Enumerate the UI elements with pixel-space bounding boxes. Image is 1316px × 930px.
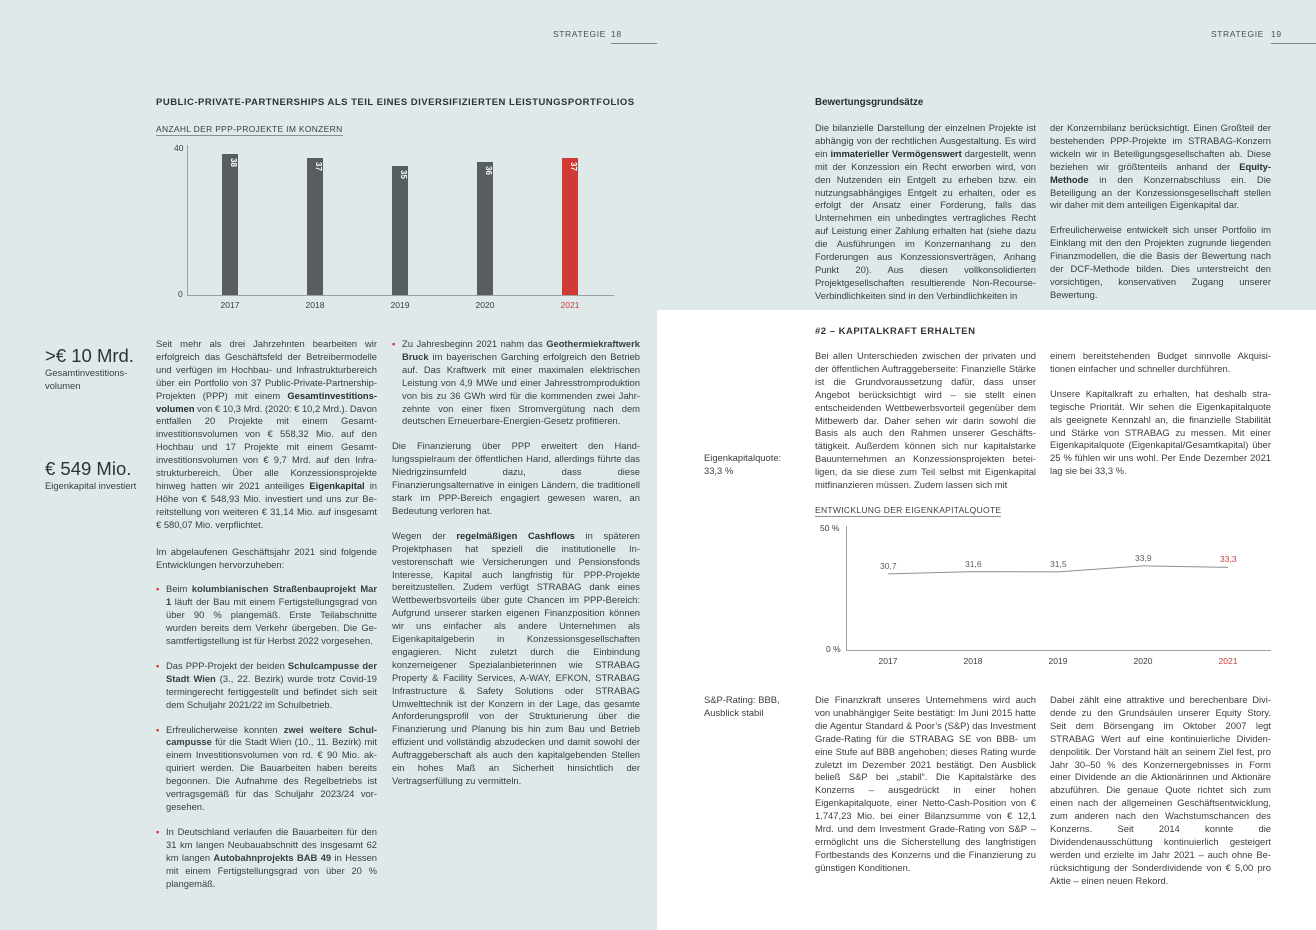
x-axis bbox=[187, 295, 614, 296]
side-label-line: 33,3 % bbox=[704, 464, 734, 476]
right-page-header bbox=[1211, 29, 1316, 47]
lead-paragraph: Im abgelaufenen Geschäftsjahr 2021 sind folgende Entwicklungen hervorzuheben: bbox=[156, 545, 377, 570]
bar-2018 bbox=[307, 158, 323, 295]
page-number: 18 bbox=[611, 29, 622, 39]
rating-paragraph: Die Finanzkraft unseres Unternehmens wird auch von unabhängiger Seite bestätigt: Im Juni 2015 hatte die Agentur Standard & Poor’s (S&P) das Investment Grade-Rating für die STRABAG SE von BBB- um eine Stufe auf BBB angehoben; dieses Rating wurde zuletzt im Dezember 2021 bestätigt. Den Ausblick beließ S&P bei „stabil“. Die Kapitalstärke des Konzerns – ausgedrückt in einer hohen Eigenkapitalquote, einer Netto-Cash-Position von € 1.747,23 Mio. bei einer Bilanzsumme von € 12,1 Mrd. und dem Investment Grade-Rating von S&P – ermöglicht uns die Sicherstellung des langfristigen Fortbestands des Konzerns und die Finanzierung zu günstigen Konditionen. bbox=[815, 694, 1036, 873]
side-label-line: S&P-Rating: BBB, bbox=[704, 694, 780, 705]
bold-text: Equity-Methode bbox=[1050, 160, 1271, 185]
text-run: der Konzernbilanz berücksichtigt. Einen Großteil der bestehenden PPP-Projekte im STRABAG-Konzern wickeln wir in Beteiligungsgesellschaften ab. Diese beziehen wir größtenteils anhand der bbox=[1050, 122, 1271, 172]
chart-title: ENTWICKLUNG DER EIGENKAPITALQUOTE bbox=[815, 505, 1002, 515]
x-tick-label: 2021 bbox=[560, 300, 580, 310]
bold-text: zwei weitere Schulcampusse bbox=[166, 723, 377, 748]
bar-value-label: 36 bbox=[484, 165, 493, 175]
kpi-label: Gesamtinvestitions- bbox=[45, 367, 128, 378]
list-item bbox=[392, 338, 640, 428]
left-page-header bbox=[553, 29, 657, 47]
text-run: (3., 22. Bezirk) wurde trotz Covid-19 termingerecht fertiggestellt und befindet sich seit dem Schuljahr 2021/22 im Schulbetrieb. bbox=[166, 672, 377, 710]
y-axis bbox=[187, 145, 188, 295]
kpi-investment-volume bbox=[45, 345, 145, 392]
valuation-heading: Bewertungsgrundsätze bbox=[815, 97, 924, 108]
financing-paragraph: Die Finanzierung über PPP erweitert den Handlungsspielraum der öffentlichen Hand, allerdings führte das Niedrigzinsumfeld dazu, dass diese Finanzierungsalternative in einigen Ländern, die traditionell stark im PPP-Bereich engagiert gewesen waren, an Bedeutung verloren hat. bbox=[392, 440, 640, 516]
intro-paragraph bbox=[156, 338, 377, 532]
kpi-value: >€ 10 Mrd. bbox=[45, 345, 134, 366]
equity-ratio-line-chart bbox=[810, 520, 1300, 670]
text-run: Das PPP-Projekt der beiden bbox=[166, 659, 288, 671]
capital-column-2 bbox=[1050, 350, 1271, 478]
x-tick-label: 2021 bbox=[1218, 656, 1238, 666]
bar-value-label: 37 bbox=[314, 162, 323, 171]
text-run: In Deutschland verlaufen die Bauarbeiten für den 31 km langen Neubauabschnitt des insgesamt 62 km langen bbox=[166, 825, 377, 863]
text-run: von € 10,3 Mrd. (2020: € 10,2 Mrd.). Davon entfallen 20 Projekte mit einem Gesamtinvestitionsvolumen von € 558,32 Mio. auf den Hochbau und 17 Projekte mit einem Gesamtinvestitionsvolumen von € 9,7 Mrd. auf den Infrastrukturbereich. Über alle Konzessionsprojekte hinweg hatten wir 2021 anteiliges bbox=[156, 402, 377, 491]
developments-list bbox=[156, 583, 377, 890]
bold-text: immaterieller Vermögenswert bbox=[830, 147, 962, 159]
text-run: im bayerischen Garching erfolgreich den Betrieb auf. Das Kraftwerk mit einer maximalen elektrischen Leistung von 4,9 MWe und einer Jahresstromproduktion von bis zu 36 GWh wird für die kommenden zwei Jahrzehnte von einer fixen Stromvergütung nach dem deutschen Erneuerbare-Energien-Gesetz profitieren. bbox=[402, 350, 640, 427]
valuation-paragraph bbox=[815, 122, 1036, 303]
bold-text: Eigenkapital bbox=[309, 479, 365, 491]
list-item bbox=[156, 583, 377, 648]
text-run: läuft der Bau mit einem Fertigstellungsgrad von über 90 % plangemäß. Erste Teilabschnitte wurden bereits dem Verkehr übergeben. Die Gesamtfertigstellung ist für Herbst 2022 vorgesehen. bbox=[166, 596, 377, 647]
ppp-projects-bar-chart bbox=[150, 140, 650, 315]
bar-2019 bbox=[392, 166, 408, 296]
list-item bbox=[156, 826, 377, 891]
chart-title: ANZAHL DER PPP-PROJEKTE IM KONZERN bbox=[156, 124, 343, 134]
text-run: in Höhe von € 548,93 Mio. investiert und uns zur Bereitstellung von weiteren € 31,14 Mio. auf insgesamt € 580,07 Mio. verpflichtet. bbox=[156, 479, 377, 530]
y-tick-zero: 0 % bbox=[826, 644, 841, 654]
x-tick-label: 2018 bbox=[305, 300, 325, 310]
bar-2017 bbox=[222, 154, 238, 295]
kpi-label: volumen bbox=[45, 379, 81, 391]
bar-2020 bbox=[477, 162, 493, 295]
left-column-2 bbox=[392, 338, 640, 788]
geothermal-list bbox=[392, 338, 640, 428]
x-tick-label: 2019 bbox=[390, 300, 410, 310]
bold-text: Autobahnprojekts BAB 49 bbox=[213, 851, 332, 863]
y-tick-zero: 0 bbox=[178, 289, 183, 299]
page-number: 19 bbox=[1271, 29, 1282, 39]
equity-ratio-paragraph: Unsere Kapitalkraft zu erhalten, hat deshalb strategische Priorität. Wir sehen die Eigenkapitalquote als geeignete Kennzahl an, die finanzielle Stabilität und Stärke von STRABAG zu messen. Mit einer Eigenkapitalquote (Eigenkapital/Gesamtkapital) über 25 % fühlen wir uns wohl. Per Ende Dezember 2021 lag sie bei 33,3 %. bbox=[1050, 387, 1271, 477]
bold-text: regelmäßigen Cashflows bbox=[456, 529, 575, 541]
x-tick-label: 2018 bbox=[963, 656, 983, 666]
side-label-line: Eigenkapitalquote: bbox=[704, 452, 782, 463]
capital-paragraph: einem bereitstehenden Budget sinnvolle Akquisitionen einfacher und schneller durchführen. bbox=[1050, 350, 1271, 374]
rating-column-2 bbox=[1050, 694, 1271, 888]
x-tick-label: 2019 bbox=[1048, 656, 1068, 666]
bar-2021 bbox=[562, 158, 578, 295]
rating-side-label bbox=[704, 694, 780, 720]
header-rule bbox=[1271, 43, 1316, 44]
left-column-1 bbox=[156, 338, 377, 902]
text-run: in Hessen mit einem Fertigstellungsgrad von über 20 % plangemäß. bbox=[166, 851, 377, 889]
section-label: STRATEGIE bbox=[553, 29, 606, 39]
equity-ratio-line bbox=[810, 520, 1300, 670]
text-run: Seit mehr als drei Jahrzehnten bearbeiten wir erfolgreich das Geschäftsfeld der Betreibermodelle und verfügen im Hochbau- und Infrastrukturbereich über ein Portfolio von 37 Public-Private-Partnership-Projekten (PPP) mit einem bbox=[156, 338, 377, 401]
data-point-label: 33,9 bbox=[1135, 552, 1152, 563]
data-point-label: 33,3 bbox=[1220, 554, 1237, 565]
y-tick-max: 50 % bbox=[820, 523, 840, 533]
x-tick-label: 2017 bbox=[878, 656, 898, 666]
section-title: PUBLIC-PRIVATE-PARTNERSHIPS ALS TEIL EINES DIVERSIFIZIERTEN LEISTUNGSPORTFOLIOS bbox=[156, 97, 635, 108]
text-run: Die bilanzielle Darstellung der einzelnen Projekte ist abhängig von der rechtlichen Ausgestaltung. Es wird ein bbox=[815, 122, 1036, 159]
data-point-label: 31,6 bbox=[965, 558, 982, 569]
list-item bbox=[156, 660, 377, 712]
text-run: dargestellt, wenn mit der Konzession ein Recht erworben wird, von den Nutzenden ein Entgelt zu erheben bzw. ein nutzungsabhängiges Entgelt zu erhalten, oder es erfolgt der Ansatz einer Forderung, falls das Unternehmen ein unbedingtes vertragliches Recht auf Leistung einer Zahlung erhalten hat (siehe dazu die Ausführungen im Konzernanhang zu den Forderungen aus Konzessionsverträgen, Anhang Punkt 20). Aus diesen vollkonsolidierten Projektgesellschaften resultierende Non-Recourse-Verbindlichkeiten sind in den Verbindlichkeiten in bbox=[815, 147, 1036, 301]
kpi-equity-invested bbox=[45, 458, 155, 493]
capital-strength-heading: #2 – KAPITALKRAFT ERHALTEN bbox=[815, 326, 976, 337]
section-label: STRATEGIE bbox=[1211, 29, 1264, 39]
equity-ratio-side-label bbox=[704, 452, 781, 478]
capital-paragraph: Bei allen Unterschieden zwischen der privaten und der öffentlichen Auftraggeberseite: Finanzielle Stärke ist die Grundvoraussetzung dafür, dass unser Angebot berücksichtigt wird – sie stellt einen entscheidenden Wettbewerbsvorteil gegenüber dem Mitbewerb dar. Daher sehen wir darin sowohl die Basis als auch den Rahmen unserer Geschäftstätigkeit. Außerdem können sich nur kapitalstarke Bauunternehmen an Konzessionsprojekten beteiligen, da sie diese zum Teil selbst mit Eigenkapital mitfinanzieren müssen. Zudem lassen sich mit bbox=[815, 350, 1036, 491]
text-run: Beim bbox=[166, 583, 192, 595]
x-tick-label: 2020 bbox=[1133, 656, 1153, 666]
valuation-column-1 bbox=[815, 122, 1036, 303]
bold-text: Gesamtinvestitionsvolumen bbox=[156, 389, 377, 414]
rating-column-1 bbox=[815, 694, 1036, 875]
text-run: in späteren Projektphasen hat speziell die institutionelle Investorenschaft wie Versicherungen und Pensionsfonds Interesse, Kapital auch langfristig für PPP-Projekte bereitzustellen. Zudem verfügt STRABAG dank eines Wettbewerbsvorteils über gute Chancen im PPP-Bereich: Aufgrund unserer starken eigenen Finanzposition können wir uns einfacher als andere Unternehmen als Eigenkapitalgeberin in Konzessionsgesellschaften engagieren. Nicht zuletzt durch die Einbindung konzerneigener Spezialanbieterinnen wie STRABAG Property & Facility Services, A-WAY, EFKON, STRABAG Infrastructure & Safety Solutions oder STRABAG Umwelttechnik ist der Konzern in der Lage, das gesamte Anforderungsprofil von der Strukturierung über die Finanzierung und Planung bis hin zum Bau und Betrieb effizient und vollständig abzudecken und damit sowohl der Auftraggeberschaft als auch den kapitalgebenden Stellen ein hohes Maß an Sicherheit hinsichtlich der Vertragserfüllung zu vermitteln. bbox=[392, 529, 640, 786]
portfolio-paragraph: Erfreulicherweise entwickelt sich unser Portfolio im Einklang mit den den Projekten zugrunde liegenden Finanzmodellen, die die Basis der Bewertung nach der DCF-Methode bilden. Dies unterstreicht den vorsichtigen, konservativen Zugang unserer Bewertung. bbox=[1050, 224, 1271, 300]
bar-value-label: 38 bbox=[229, 158, 238, 168]
header-rule bbox=[611, 43, 657, 44]
text-run: für die Stadt Wien (10., 11. Bezirk) mit einem Investitionsvolumen von rd. € 90 Mio. akquiriert werden. Die Bauarbeiten haben bereits begonnen. Die Aufnahme des Regelbetriebs ist vertragsgemäß für das Schuljahr 2023/24 vorgesehen. bbox=[166, 736, 377, 812]
bold-text: Schulcampusse der Stadt Wien bbox=[166, 659, 377, 684]
dividend-paragraph: Dabei zählt eine attraktive und berechenbare Dividende zu den Grundsäulen unserer Equity Story. Seit dem Börsengang im Oktober 2007 legt STRABAG Wert auf eine kontinuierliche Dividendenpolitik. Der Vorstand hält an seinem Ziel fest, pro Jahr 30–50 % des Konzernergebnisses in Form einer Dividende an die Aktionärinnen und Aktionäre abzuführen. Die genaue Quote richtet sich zum einen nach der allgemeinen Geschäftsentwicklung, zum anderen nach den Wachstumschancen des Konzerns. Seit 2014 konnte die Dividendenausschüttung kontinuierlich gesteigert werden und erzielte im Jahr 2021 – auch ohne Berücksichtigung der Sonderdividende von € 5,00 pro Aktie – einen neuen Rekord. bbox=[1050, 694, 1271, 886]
list-item bbox=[156, 724, 377, 814]
data-point-label: 31,5 bbox=[1050, 558, 1067, 569]
side-label-line: Ausblick stabil bbox=[704, 706, 764, 718]
kpi-value: € 549 Mio. bbox=[45, 458, 132, 479]
text-run: Erfreulicherweise konnten bbox=[166, 723, 284, 735]
y-tick-max: 40 bbox=[174, 143, 184, 153]
text-run: in den Konzernabschluss ein. Die Beteiligung an der Konzessionsgesellschaft stellen wir daher mit dem anteiligen Eigenkapital dar. bbox=[1050, 173, 1271, 211]
x-tick-label: 2020 bbox=[475, 300, 495, 310]
bold-text: kolumbianischen Straßenbauprojekt Mar 1 bbox=[166, 583, 378, 608]
cashflow-paragraph bbox=[392, 530, 640, 788]
valuation-paragraph bbox=[1050, 122, 1271, 212]
kpi-label: Eigenkapital investiert bbox=[45, 480, 137, 491]
valuation-column-2 bbox=[1050, 122, 1271, 302]
text-run: Wegen der bbox=[392, 529, 457, 541]
text-run: Zu Jahresbeginn 2021 nahm das bbox=[402, 338, 547, 349]
bar-value-label: 35 bbox=[399, 169, 408, 179]
bar-value-label: 37 bbox=[569, 162, 578, 171]
bold-text: Geothermiekraftwerk Bruck bbox=[402, 338, 640, 362]
capital-column-1 bbox=[815, 350, 1036, 492]
x-tick-label: 2017 bbox=[220, 300, 240, 310]
data-point-label: 30,7 bbox=[880, 560, 897, 571]
